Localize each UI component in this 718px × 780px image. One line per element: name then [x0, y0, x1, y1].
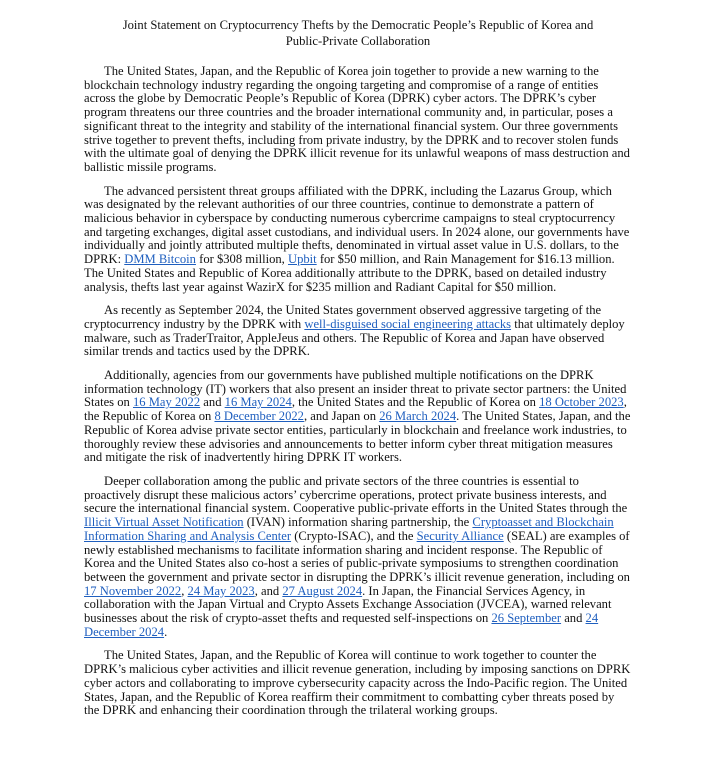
link-8-december-2022[interactable]: 8 December 2022 — [214, 409, 304, 424]
paragraph-text: . In Japan, the Financial Services Agency, in collaboration with the Japan Virtual and Crypto Assets Exchange Association (JVCEA), warned relevant businesses about the risk of crypto-asset thefts and requested self-inspections on — [84, 583, 612, 626]
link-17-november-2022[interactable]: 17 November 2022 — [84, 583, 182, 598]
paragraph-text: and — [561, 611, 586, 626]
paragraph-text: (SEAL) are examples of newly established mechanisms to facilitate information sharing and incident response. The Republic of Korea and the United States also co-host a series of public-private symposiums to strengthen coordination between the government and private sector in disrupting the DPRK’s illicit revenue generation, including on — [84, 528, 630, 584]
title-line-2: Public-Private Collaboration — [285, 34, 431, 48]
paragraph-text: Deeper collaboration among the public and private sectors of the three countries is essential to proactively disrupt these malicious actors’ cybercrime operations, protect private business interests, and secure the international financial system. Cooperative public-private efforts in the United States through the — [84, 473, 628, 516]
paragraph-text: The advanced persistent threat groups affiliated with the DPRK, including the Lazarus Group, which was designated by the relevant authorities of our three countries, continue to demonstrate a pattern of malicious behavior in cyberspace by conducting numerous cybercrime campaigns to steal cryptocurrency and targeting exchanges, digital asset custodians, and individual users. In 2024 alone, our governments have individually and jointly attributed multiple thefts, denominated in virtual asset value in U.S. dollars, to the DPRK: — [84, 183, 630, 267]
link-16-may-2022[interactable]: 16 May 2022 — [132, 395, 201, 410]
link-24-may-2023[interactable]: 24 May 2023 — [187, 583, 255, 598]
link-dmm-bitcoin[interactable]: DMM Bitcoin — [124, 252, 196, 267]
paragraph-text: As recently as September 2024, the United States government observed aggressive targeting of the cryptocurrency industry by the DPRK with — [84, 303, 602, 331]
paragraph-conclusion — [84, 649, 632, 718]
link-security-alliance[interactable]: Security Alliance — [416, 528, 504, 543]
paragraph-intro-text: The United States, Japan, and the Republic of Korea join together to provide a new warning to the blockchain technology industry regarding the ongoing targeting and compromise of a range of entities across the globe by Democratic People’s Republic of Korea (DPRK) cyber actors. The DPRK’s cyber program threatens our three countries and the broader international community and, in particular, poses a significant threat to the integrity and stability of the international financial system. Our three governments strive together to prevent thefts, including from private industry, by the DPRK and to recover stolen funds with the ultimate goal of denying the DPRK illicit revenue for its unlawful weapons of mass destruction and ballistic missile programs. — [84, 64, 630, 174]
paragraph-social-engineering — [84, 304, 632, 359]
paragraph-text: , and — [254, 583, 283, 598]
paragraph-text: for $50 million, and Rain Management for $16.13 million. The United States and Republic of Korea additionally attribute to the DPRK, based on detailed industry analysis, thefts last year against WazirX for $235 million and Radiant Capital for $50 million. — [84, 252, 615, 294]
paragraph-text: . — [164, 624, 168, 639]
link-crypto-isac[interactable]: Cryptoasset and Blockchain Information Sharing and Analysis Center — [84, 515, 614, 543]
paragraph-text: for $308 million, — [195, 252, 288, 267]
link-social-engineering-attacks[interactable]: well-disguised social engineering attacks — [304, 316, 512, 331]
paragraph-collaboration — [84, 475, 632, 639]
link-16-may-2024[interactable]: 16 May 2024 — [224, 395, 292, 410]
link-26-march-2024[interactable]: 26 March 2024 — [379, 409, 457, 424]
paragraph-threat-groups — [84, 185, 632, 295]
paragraph-text: , and Japan on — [303, 409, 380, 424]
paragraph-text: that ultimately deploy malware, such as TraderTraitor, AppleJeus and others. The Republic of Korea and Japan have observed similar trends and tactics used by the DPRK. — [84, 316, 625, 359]
link-18-october-2023[interactable]: 18 October 2023 — [539, 395, 624, 410]
paragraph-text: , — [181, 583, 188, 598]
link-26-september[interactable]: 26 September — [491, 611, 562, 626]
paragraph-text: (Crypto-ISAC), and the — [291, 528, 417, 543]
paragraph-text: Additionally, agencies from our governments have published multiple notifications on the DPRK information technology (IT) workers that also present an insider threat to private sector partners: the United States on — [84, 368, 627, 410]
link-24-december-2024[interactable]: 24 December 2024 — [84, 611, 599, 639]
paragraph-text: , the United States and the Republic of Korea on — [291, 395, 540, 410]
paragraph-intro — [84, 65, 632, 175]
link-ivan[interactable]: Illicit Virtual Asset Notification — [84, 515, 244, 530]
paragraph-text: . The United States, Japan, and the Republic of Korea advise private sector entities, particularly in blockchain and freelance work industries, to thoroughly review these advisories and announcements to better inform cyber threat mitigation measures and mitigate the risk of inadvertently hiring DPRK IT workers. — [84, 409, 631, 465]
paragraph-conclusion-text: The United States, Japan, and the Republic of Korea will continue to work together to counter the DPRK’s malicious cyber activities and illicit revenue generation, including by imposing sanctions on DPRK cyber actors and collaborating to improve cybersecurity capacity across the Indo-Pacific region. The United States, Japan, and the Republic of Korea reaffirm their commitment to combatting cyber threats posed by the DPRK and enhancing their coordination through the trilateral working groups. — [84, 648, 631, 718]
link-27-august-2024[interactable]: 27 August 2024 — [282, 583, 363, 598]
paragraph-it-workers — [84, 369, 632, 465]
document-body — [84, 17, 632, 728]
paragraph-text: and — [200, 395, 225, 410]
document-title — [84, 17, 632, 49]
paragraph-text: (IVAN) information sharing partnership, the — [243, 515, 473, 530]
paragraph-text: , the Republic of Korea on — [84, 395, 627, 424]
link-upbit[interactable]: Upbit — [287, 252, 317, 267]
title-line-1: Joint Statement on Cryptocurrency Thefts by the Democratic People’s Republic of Korea and — [122, 18, 594, 32]
